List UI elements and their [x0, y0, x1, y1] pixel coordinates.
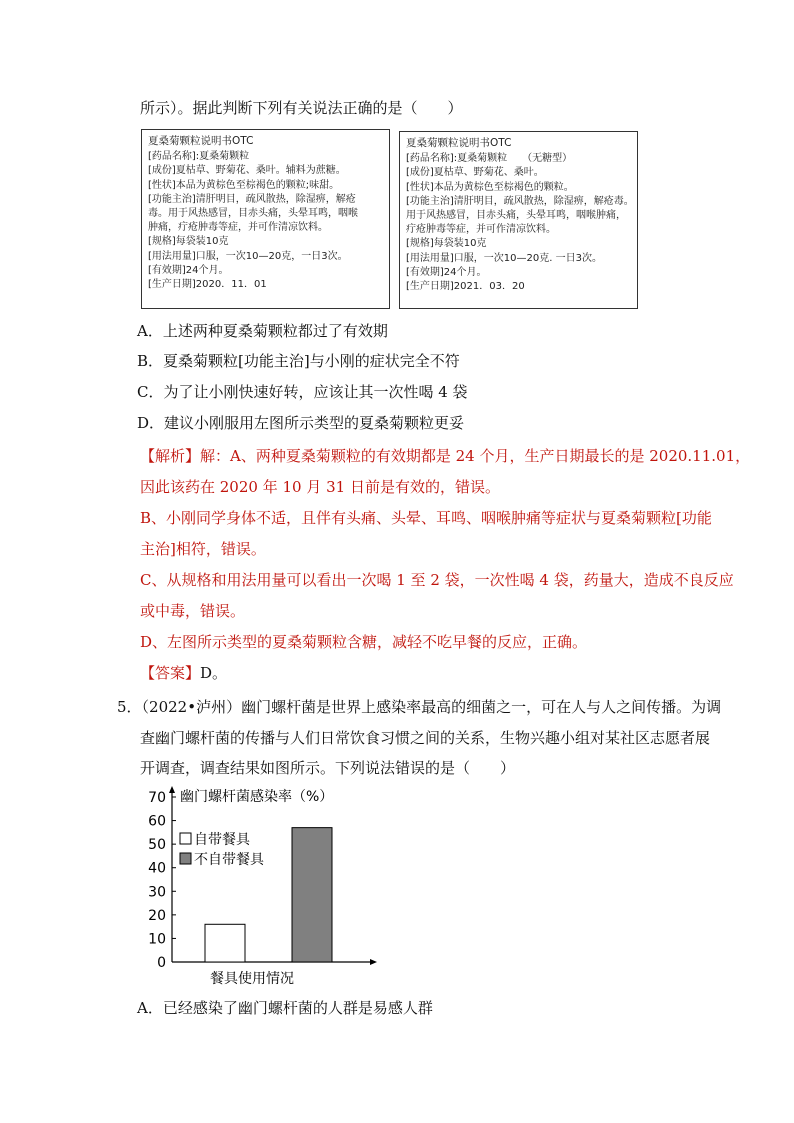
bar-self-tableware [205, 924, 245, 962]
chart-title: 幽门螺杆菌感染率（%） [180, 789, 334, 805]
box-right-line: [药品名称]:夏桑菊颗粒 （无糖型） [406, 153, 573, 165]
box-left-line: [有效期]24个月。 [148, 264, 229, 276]
box-left-line: 毒。用于风热感冒，目赤头痛，头晕耳鸣，咽喉 [148, 208, 358, 220]
instruction-box-left [141, 129, 390, 309]
box-left-line: 肿痛，疔疮肿毒等症，并可作清凉饮料。 [148, 222, 328, 234]
box-right-line: 用于风热感冒，目赤头痛，头晕耳鸣，咽喉肿痛， [406, 210, 626, 222]
legend-label: 不自带餐具 [194, 852, 264, 868]
legend-swatch [180, 833, 191, 844]
box-right-line: [功能主治]清肝明目，疏风散热，除湿痹，解疮毒。 [406, 195, 634, 207]
box-right-line: [规格]每袋装10克 [406, 238, 487, 250]
y-tick-label: 70 [148, 790, 166, 806]
question-intro-line: 所示）。据此判断下列有关说法正确的是（ ） [140, 99, 463, 117]
box-right-title: 夏桑菊颗粒说明书OTC [406, 137, 512, 149]
analysis-line-6: 或中毒，错误。 [140, 602, 246, 620]
box-left-line: [生产日期]2020．11．01 [148, 279, 267, 291]
answer-value: D。 [200, 664, 228, 682]
y-tick-label: 40 [148, 860, 166, 877]
box-left-line: [功能主治]清肝明目，疏风散热，除湿痹，解疮 [148, 193, 356, 205]
y-tick-label: 20 [148, 907, 166, 924]
option-b: B．夏桑菊颗粒[功能主治]与小刚的症状完全不符 [137, 352, 460, 370]
analysis-line-3: B、小刚同学身体不适，且伴有头痛、头晕、耳鸣、咽喉肿痛等症状与夏桑菊颗粒[功能 [140, 509, 712, 527]
box-left-line: [规格]每袋装10克 [148, 236, 229, 248]
question5-line-2: 查幽门螺杆菌的传播与人们日常饮食习惯之间的关系，生物兴趣小组对某社区志愿者展 [140, 729, 711, 747]
box-left-line: [性状]本品为黄棕色至棕褐色的颗粒;味甜。 [148, 179, 340, 191]
box-left-line: [药品名称]:夏桑菊颗粒 [148, 151, 250, 163]
y-tick-label: 10 [148, 931, 166, 948]
y-tick-label: 30 [148, 884, 166, 901]
option-d: D．建议小刚服用左图所示类型的夏桑菊颗粒更妥 [137, 414, 465, 432]
question5-option-a: A．已经感染了幽门螺杆菌的人群是易感人群 [137, 999, 433, 1017]
x-axis-arrow [370, 959, 377, 965]
option-c: C．为了让小刚快速好转，应该让其一次性喝 4 袋 [137, 383, 468, 401]
analysis-line-4: 主治]相符，错误。 [140, 540, 266, 558]
legend-swatch [180, 853, 191, 864]
analysis-line-5: C、从规格和用法用量可以看出一次喝 1 至 2 袋，一次性喝 4 袋，药量大，造成不良反应 [140, 571, 734, 589]
y-tick-label: 60 [148, 813, 166, 830]
instruction-box-right [399, 131, 638, 309]
infection-rate-bar-chart [120, 785, 390, 990]
box-right-line: [性状]本品为黄棕色至棕褐色的颗粒。 [406, 181, 574, 193]
analysis-line-1: 【解析】解：A、两种夏桑菊颗粒的有效期都是 24 个月，生产日期最长的是 2020.11.01， [140, 447, 751, 465]
box-left-line: [用法用量]口服，一次10—20克，一日3次。 [148, 250, 348, 262]
x-axis-label: 餐具使用情况 [210, 971, 294, 987]
box-right-line: [生产日期]2021．03．20 [406, 281, 525, 293]
analysis-line-2: 因此该药在 2020 年 10 月 31 日前是有效的，错误。 [140, 478, 500, 496]
analysis-line-7: D、左图所示类型的夏桑菊颗粒含糖，减轻不吃早餐的反应，正确。 [140, 633, 588, 651]
box-left-line: [成份]夏枯草、野菊花、桑叶。辅料为蔗糖。 [148, 165, 346, 177]
y-tick-label: 0 [157, 955, 166, 971]
y-axis-arrow [169, 786, 175, 793]
box-right-line: 疔疮肿毒等症，并可作清凉饮料。 [406, 224, 556, 236]
question5-line-3: 开调查，调查结果如图所示。下列说法错误的是（ ） [140, 759, 516, 777]
analysis-label: 【解析】 [140, 447, 201, 465]
legend-label: 自带餐具 [194, 832, 250, 848]
bar-no-self-tableware [292, 828, 332, 962]
box-right-line: [用法用量]口服，一次10—20克. 一日3次。 [406, 252, 602, 264]
answer-line [140, 663, 227, 683]
box-right-line: [有效期]24个月。 [406, 266, 487, 278]
answer-label: 【答案】 [140, 664, 201, 682]
y-tick-label: 50 [148, 837, 166, 854]
box-left-title: 夏桑菊颗粒说明书OTC [148, 135, 254, 147]
box-right-line: [成份]夏枯草、野菊花、桑叶。 [406, 167, 544, 179]
option-a: A．上述两种夏桑菊颗粒都过了有效期 [137, 322, 388, 340]
question5-line-1: 5．（2022•泸州）幽门螺杆菌是世界上感染率最高的细菌之一，可在人与人之间传播。为调 [117, 698, 722, 716]
